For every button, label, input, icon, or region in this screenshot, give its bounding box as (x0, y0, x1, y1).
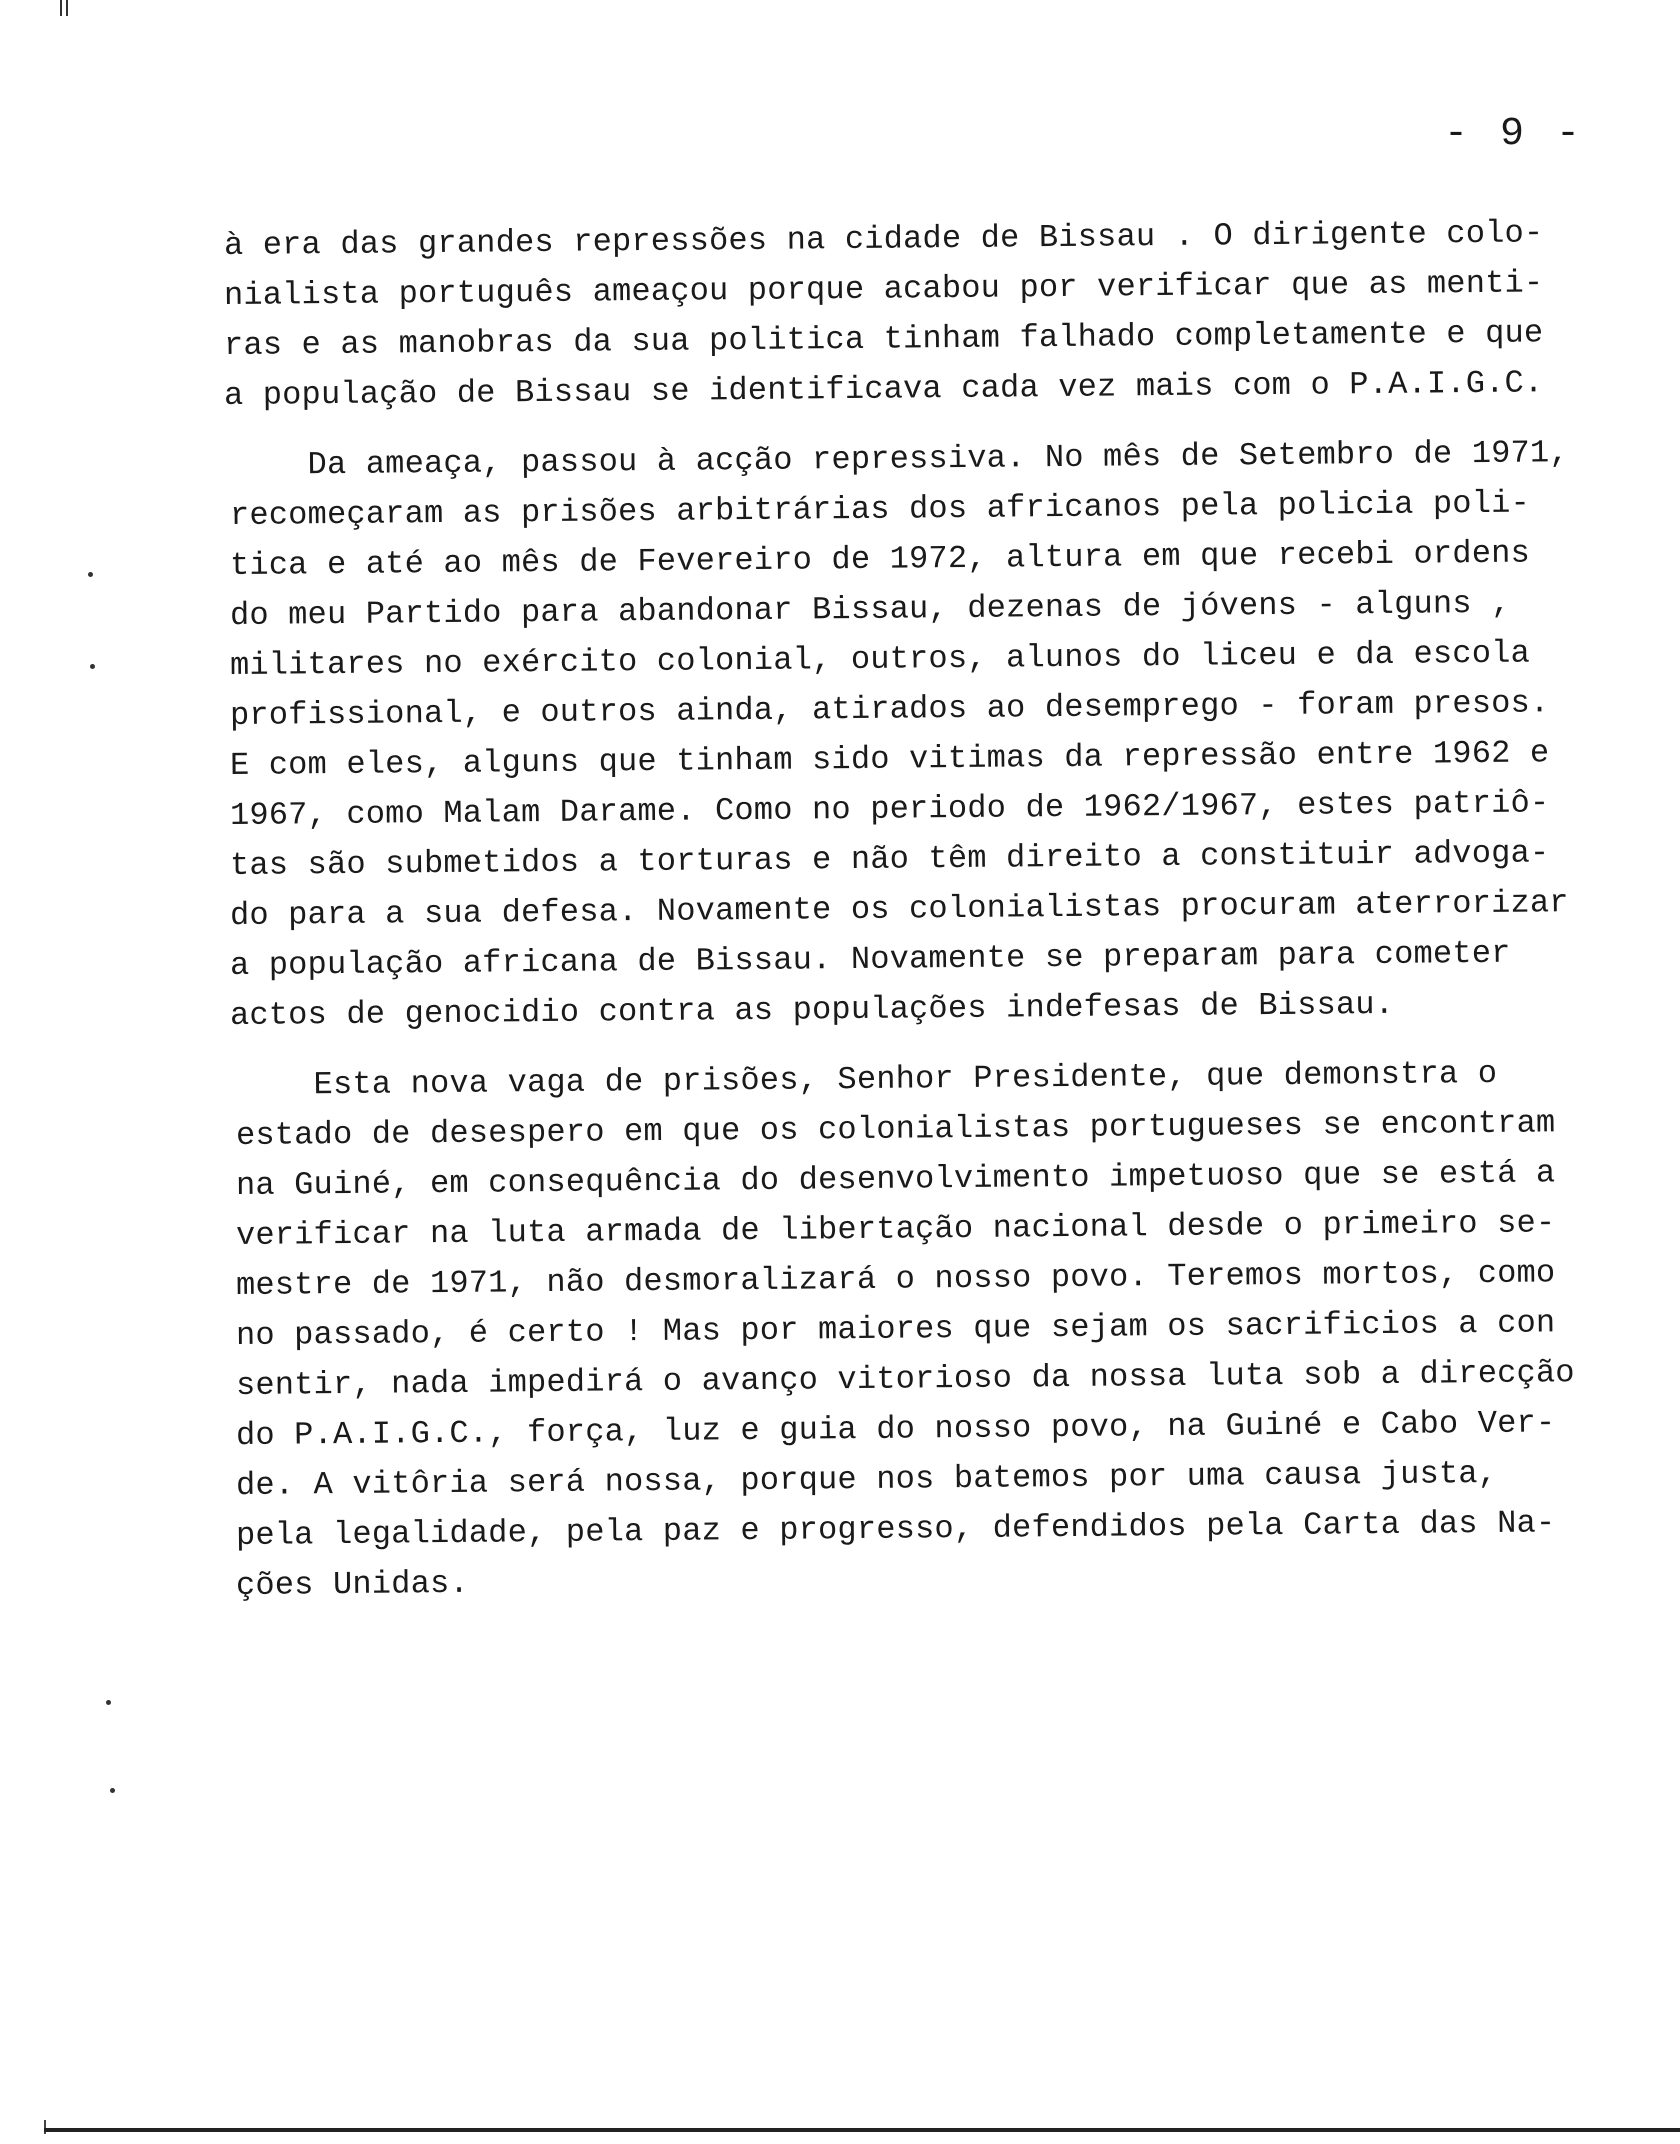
paragraph-line: sentir, nada impedirá o avanço vitorioso da nossa luta sob a direcção (235, 1354, 1575, 1404)
paragraph-line: do para a sua defesa. Novamente os colonialistas procuram aterrorizar (229, 884, 1569, 934)
paragraph-line: à era das grandes repressões na cidade de Bissau . O dirigente colo- (223, 214, 1544, 264)
paragraph-line: actos de genocidio contra as populações indefesas de Bissau. (229, 985, 1395, 1034)
page-number: - 9 - (1444, 112, 1585, 157)
paragraph-line: no passado, é certo ! Mas por maiores que sejam os sacrificios a con (235, 1304, 1556, 1354)
paragraph-line: pela legalidade, pela paz e progresso, defendidos pela Carta das Na- (235, 1504, 1556, 1554)
paragraph-line: verificar na luta armada de libertação nacional desde o primeiro se- (235, 1204, 1556, 1254)
corner-mark (60, 0, 68, 16)
paragraph-line: tica e até ao mês de Fevereiro de 1972, altura em que recebi ordens (229, 534, 1531, 584)
paragraph-line: do P.A.I.G.C., força, luz e guia do nosso povo, na Guiné e Cabo Ver- (235, 1404, 1556, 1454)
paragraph-line: Da ameaça, passou à acção repressiva. No mês de Setembro de 1971, (229, 434, 1569, 484)
paragraph-line: tas são submetidos a torturas e não têm direito a constituir advoga- (229, 834, 1550, 884)
paragraph-line: ções Unidas. (235, 1564, 470, 1604)
paragraph-line: de. A vitôria será nossa, porque nos batemos por uma causa justa, (235, 1454, 1498, 1504)
margin-speck (90, 664, 95, 669)
paragraph-line: estado de desespero em que os colonialistas portugueses se encontram (235, 1104, 1556, 1154)
paragraph-line: profissional, e outros ainda, atirados ao desemprego - foram presos. (229, 684, 1550, 734)
paragraph-line: do meu Partido para abandonar Bissau, dezenas de jóvens - alguns , (229, 584, 1511, 634)
paragraph-line: nialista português ameaçou porque acabou por verificar que as menti- (223, 264, 1544, 314)
margin-speck (110, 1788, 115, 1793)
margin-speck (88, 572, 93, 577)
margin-speck (106, 1700, 111, 1705)
paragraph-line: Esta nova vaga de prisões, Senhor Presidente, que demonstra o (235, 1054, 1498, 1104)
paragraph-line: E com eles, alguns que tinham sido vitimas da repressão entre 1962 e (229, 734, 1550, 784)
paragraph-line: recomeçaram as prisões arbitrárias dos africanos pela policia poli- (229, 484, 1531, 534)
bottom-rule (44, 2128, 1680, 2132)
paragraph-line: a população africana de Bissau. Novamente se preparam para cometer (229, 934, 1511, 984)
paragraph-line: a população de Bissau se identificava cada vez mais com o P.A.I.G.C. (223, 364, 1544, 414)
paragraph-line: 1967, como Malam Darame. Como no periodo de 1962/1967, estes patriô- (229, 784, 1550, 834)
paragraph-line: ras e as manobras da sua politica tinham falhado completamente e que (223, 314, 1544, 364)
paragraph-line: militares no exército colonial, outros, alunos do liceu e da escola (229, 634, 1531, 684)
paragraph-line: na Guiné, em consequência do desenvolvimento impetuoso que se está a (235, 1154, 1556, 1204)
paragraph-line: mestre de 1971, não desmoralizará o nosso povo. Teremos mortos, como (235, 1254, 1556, 1304)
